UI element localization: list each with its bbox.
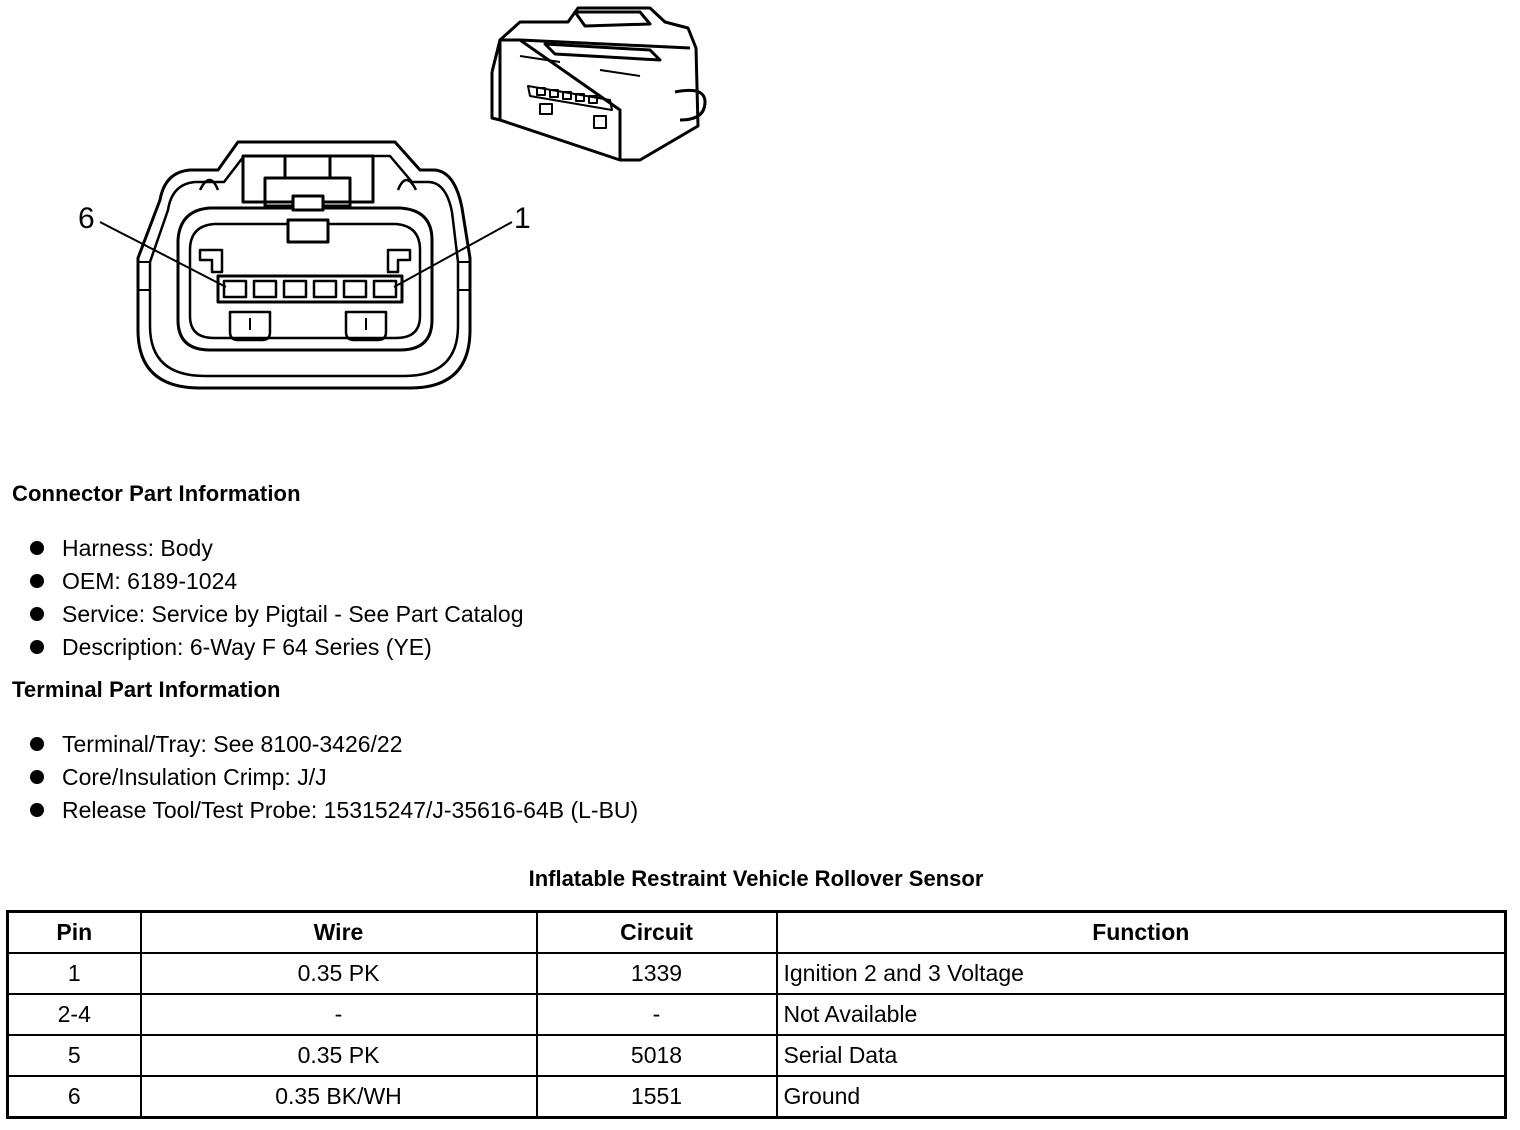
cell-function: Ground — [777, 1076, 1506, 1118]
bullet-icon — [30, 640, 44, 654]
column-header-function: Function — [777, 912, 1506, 954]
callout-label-pin-6: 6 — [78, 202, 95, 235]
connector-part-info-list — [28, 532, 523, 664]
cell-pin: 1 — [8, 953, 141, 994]
cell-wire: - — [141, 994, 537, 1035]
pinout-table — [6, 910, 1507, 1119]
list-item: Terminal/Tray: See 8100-3426/22 — [28, 728, 638, 761]
table-header-row — [8, 912, 1506, 954]
callout-label-pin-1: 1 — [514, 202, 531, 235]
cell-wire: 0.35 PK — [141, 953, 537, 994]
cell-pin: 6 — [8, 1076, 141, 1118]
table-row — [8, 994, 1506, 1035]
bullet-icon — [30, 541, 44, 555]
connector-face-view — [138, 142, 470, 388]
list-item: Release Tool/Test Probe: 15315247/J-35616-64B (L-BU) — [28, 794, 638, 827]
bullet-icon — [30, 803, 44, 817]
table-row — [8, 1035, 1506, 1076]
column-header-pin: Pin — [8, 912, 141, 954]
list-item: OEM: 6189-1024 — [28, 565, 523, 598]
table-row — [8, 1076, 1506, 1118]
cell-circuit: - — [537, 994, 777, 1035]
list-item: Service: Service by Pigtail - See Part Catalog — [28, 598, 523, 631]
cell-pin: 5 — [8, 1035, 141, 1076]
callout-line-pin-1 — [394, 222, 512, 287]
cell-function: Serial Data — [777, 1035, 1506, 1076]
terminal-part-info-list — [28, 728, 638, 827]
table-title: Inflatable Restraint Vehicle Rollover Sensor — [528, 866, 984, 891]
bullet-icon — [30, 770, 44, 784]
terminal-part-info-heading: Terminal Part Information — [12, 677, 281, 702]
connector-part-info-heading: Connector Part Information — [12, 481, 301, 506]
cell-wire: 0.35 PK — [141, 1035, 537, 1076]
cell-function: Not Available — [777, 994, 1506, 1035]
table-row — [8, 953, 1506, 994]
bullet-icon — [30, 574, 44, 588]
list-item: Core/Insulation Crimp: J/J — [28, 761, 638, 794]
callout-line-pin-6 — [100, 222, 226, 287]
connector-isometric-view — [492, 8, 705, 160]
cell-circuit: 5018 — [537, 1035, 777, 1076]
bullet-icon — [30, 737, 44, 751]
cell-function: Ignition 2 and 3 Voltage — [777, 953, 1506, 994]
list-item: Harness: Body — [28, 532, 523, 565]
column-header-circuit: Circuit — [537, 912, 777, 954]
cell-wire: 0.35 BK/WH — [141, 1076, 537, 1118]
cell-circuit: 1551 — [537, 1076, 777, 1118]
list-item: Description: 6-Way F 64 Series (YE) — [28, 631, 523, 664]
column-header-wire: Wire — [141, 912, 537, 954]
connector-diagram — [0, 0, 740, 400]
cell-circuit: 1339 — [537, 953, 777, 994]
bullet-icon — [30, 607, 44, 621]
cell-pin: 2-4 — [8, 994, 141, 1035]
